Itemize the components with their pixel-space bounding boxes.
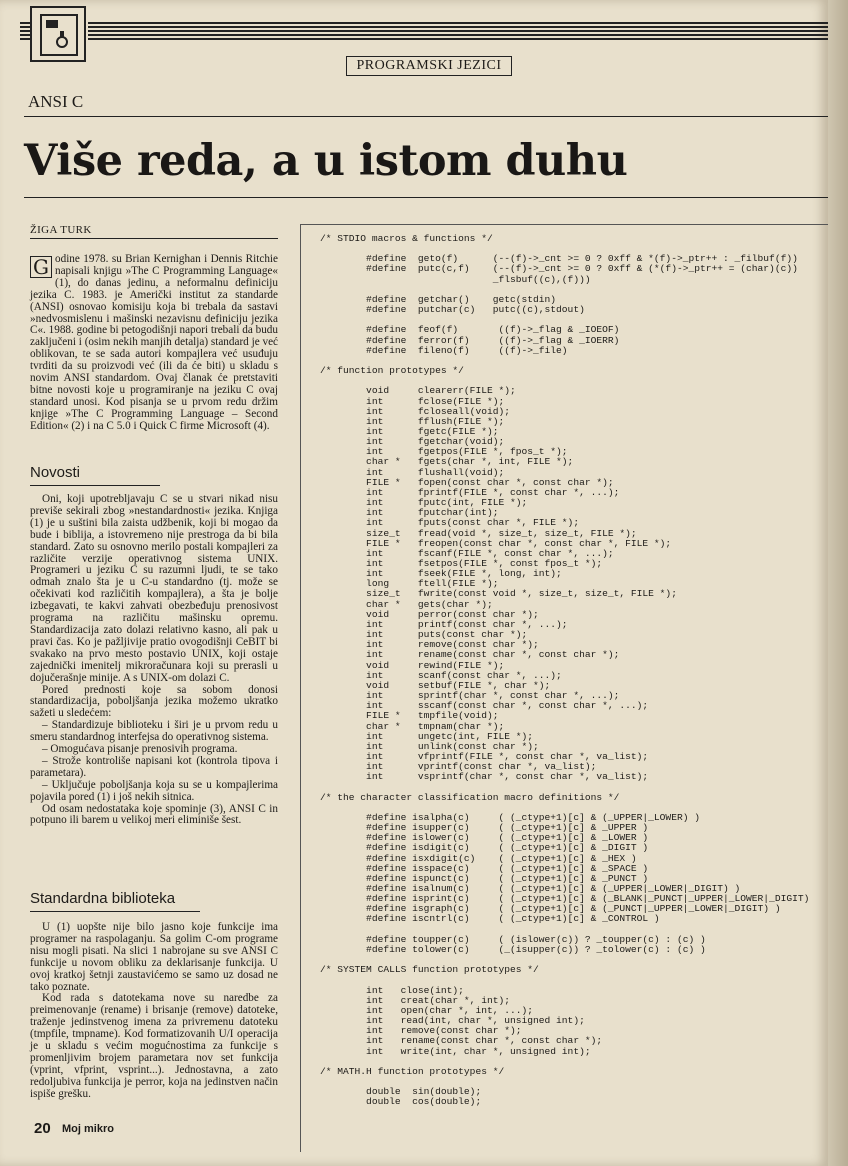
- section-label: PROGRAMSKI JEZICI: [346, 56, 512, 76]
- magazine-logo-icon: [40, 14, 78, 56]
- intro-paragraph: odine 1978. su Brian Kernighan i Dennis Ritchie napisali knjigu »The C Programming Language« (1), do danas jedinu, a neformalnu definiciju jezika C. 1983. je Američki institut za standarde (ANSI) osnovao komisiju koja bi trebala da sastavi »nedvosmislenu i mašinski nezavisnu definiciju jezika C«. 1988. godine bi petogodišnji napori trebali da budu zaključeni i (osim nekih manjih detalja) standard je već oblikovan, te se sada autori kompajlera već usuđuju tvrditi da su proizvodi već (ili da će biti) u skladu s novim ANSI standardom. Ovaj članak će pretstaviti bitne novosti koje u programiranje na jeziku C ovaj standard unosi. Kod pisanja se u prvom redu držim knjige »The C Programming Language – Second Edition« (2) i na C 5.0 i Quick C firme Microsoft (4).: [30, 253, 278, 432]
- header-stripes: [88, 22, 828, 42]
- subhead-biblioteka: [30, 890, 278, 912]
- article-author: ŽIGA TURK: [30, 224, 92, 236]
- article-topic: ANSI C: [28, 92, 84, 111]
- article-headline: Više reda, a u istom duhu: [24, 136, 628, 186]
- author-rule: [30, 238, 278, 239]
- subhead-novosti: [30, 464, 278, 486]
- novosti-list-item: – Strože kontroliše napisani kot (kontrola tipova i parametara).: [30, 754, 278, 779]
- subhead-rule: [30, 485, 160, 486]
- subhead-novosti-label: Novosti: [30, 464, 81, 481]
- biblioteka-text-block: [30, 922, 278, 1101]
- page-edge: [828, 0, 848, 1166]
- novosti-paragraph-1: Oni, koji upotrebljavaju C se u stvari nikad nisu previše sekirali zbog »nestandardnosti« jezika. Knjiga (1) je u suštini bila zaista udžbenik, koji bi mogao da bude i biblija, a istovremeno nije prestroga da bi bila standard. Zato su osnovno merilo postali kompajleri za različite verzije operativnog sistema UNIX. Programeri u jeziku C su razumni ljudi, te se tako odmah znalo šta je u C-u standardno (tj. može se očekivati kod različitih kompajlera), a šta je bolje izbegavati, te kakvi zahvati obezbeđuju prenosivost programa na različitu mašinsku opremu. Standardizacija zato dolazi relativno kasno, ali pak u pravi čas. Ko je pažljivije pratio ovogodišnji CeBIT bi svakako na prvo mesto postavio UNIX, koji ostaje zajednički imenitelj mikroračunara koji su prerasli u dojučerašnje minije. A s UNIX-om dolazi C.: [30, 493, 278, 684]
- headline-rule: [24, 197, 828, 198]
- magazine-name: Moj mikro: [62, 1123, 114, 1135]
- topic-rule: [24, 116, 828, 117]
- novosti-list-item: – Omogućava pisanje prenosivih programa.: [42, 743, 238, 756]
- code-listing: /* STDIO macros & functions */ #define geto(f) (--(f)->_cnt >= 0 ? 0xff & *(f)->_ptr++ : _filbuf(f)) #define putc(c,f) (--(f)->_cnt >= 0 ? 0xff & (*(f)->_ptr++ = (char)(c)) _flsbuf((c),(f))) #define getchar() getc(stdin) #define putchar(c) putc((c),stdout) #define feof(f) ((f)->_flag & _IOEOF) #define ferror(f) ((f)->_flag & _IOERR) #define fileno(f) ((f)->_file) /* function prototypes */ void clearerr(FILE *); int fclose(FILE *); int fcloseall(void); int fflush(FILE *); int fgetc(FILE *); int fgetchar(void); int fgetpos(FILE *, fpos_t *); char * fgets(char *, int, FILE *); int flushall(void); FILE * fopen(const char *, const char *); int fprintf(FILE *, const char *, ...); int fputc(int, FILE *); int fputchar(int); int fputs(const char *, FILE *); size_t fread(void *, size_t, size_t, FILE *); FILE * freopen(const char *, const char *, FILE *); int fscanf(FILE *, const char *, ...); int fsetpos(FILE *, const fpos_t *); int fseek(FILE *, long, int); long ftell(FILE *); size_t fwrite(const void *, size_t, size_t, FILE *); char * gets(char *); void perror(const char *); int printf(const char *, ...); int puts(const char *); int remove(const char *); int rename(const char *, const char *); void rewind(FILE *); int scanf(const char *, ...); void setbuf(FILE *, char *); int sprintf(char *, const char *, ...); int sscanf(const char *, const char *, ...); FILE * tmpfile(void); char * tmpnam(char *); int ungetc(int, FILE *); int unlink(const char *); int vfprintf(FILE *, const char *, va_list); int vprintf(const char *, va_list); int vsprintf(char *, const char *, va_list); /* the character classification macro definitions */ #define isalpha(c) ( (_ctype+1)[c] & (_UPPER|_LOWER) ) #define isupper(c) ( (_ctype+1)[c] & _UPPER ) #define islower(c) ( (_ctype+1)[c] & _LOWER ) #define isdigit(c) ( (_ctype+1)[c] & _DIGIT ) #define isxdigit(c) ( (_ctype+1)[c] & _HEX ) #define isspace(c) ( (_ctype+1)[c] & _SPACE ) #define ispunct(c) ( (_ctype+1)[c] & _PUNCT ) #define isalnum(c) ( (_ctype+1)[c] & (_UPPER|_LOWER|_DIGIT) ) #define isprint(c) ( (_ctype+1)[c] & (_BLANK|_PUNCT|_UPPER|_LOWER|_DIGIT) #define isgraph(c) ( (_ctype+1)[c] & (_PUNCT|_UPPER|_LOWER|_DIGIT) ) #define iscntrl(c) ( (_ctype+1)[c] & _CONTROL ) #define toupper(c) ( (islower(c)) ? _toupper(c) : (c) ) #define tolower(c) (_(isupper(c)) ? _tolower(c) : (c) ) /* SYSTEM CALLS function prototypes */ int close(int); int creat(char *, int); int open(char *, int, ...); int read(int, char *, unsigned int); int remove(const char *); int rename(const char *, const char *); int write(int, char *, unsigned int); /* MATH.H function prototypes */ double sin(double); double cos(double);: [320, 233, 810, 1108]
- biblioteka-paragraph-1: U (1) uopšte nije bilo jasno koje funkcije ima programer na raspolaganju. Sa golim C-om programe nisu mogli pisati. Na slici 1 nabrojane su sve ANSI C funkcije u novom obliku za deklarisanje funkcija. U ovoj kratkoj šetnji zaustavićemo se samo uz dosad ne tako poznate.: [30, 921, 278, 993]
- subhead-biblioteka-label: Standardna biblioteka: [30, 890, 176, 907]
- intro-text-block: [30, 254, 278, 433]
- page-number: 20: [34, 1120, 51, 1137]
- novosti-text-block: [30, 494, 278, 827]
- magazine-logo: [30, 6, 86, 62]
- drop-cap: G: [30, 256, 52, 278]
- novosti-list-item: – Standardizuje biblioteku i širi je u prvom redu u smeru standardnog interfejsa do operativnog sistema.: [30, 719, 278, 744]
- subhead-rule: [30, 911, 200, 912]
- header-stripes-left: [20, 22, 30, 42]
- novosti-paragraph-3: Od osam nedostataka koje spominje (3), ANSI C in potpuno ili barem u velikoj meri eliminiše šest.: [30, 802, 278, 827]
- novosti-paragraph-2: Pored prednosti koje sa sobom donosi standardizacija, poboljšanja jezika možemo ukratko sažeti u sledećem:: [30, 683, 278, 720]
- biblioteka-paragraph-2: Kod rada s datotekama nove su naredbe za preimenovanje (rename) i brisanje (remove) datoteke, traženje jedinstvenog imena za privremenu datoteku (tmpfile, tmpname). Kod formatizovanih U/I operacija je u skladu s većim mogućnostima za funkcije s promenljivim brojem parametara nov set funkcija (vprint, vfprint, vsprint...). Jednostavna, a zato redoljubiva funkcija je perror, koja na jedinstven način ispiše grešku.: [30, 992, 278, 1100]
- novosti-list-item: – Uključuje poboljšanja koja su se u kompajlerima pojavila pored (1) i još nekih sitnica.: [30, 778, 278, 803]
